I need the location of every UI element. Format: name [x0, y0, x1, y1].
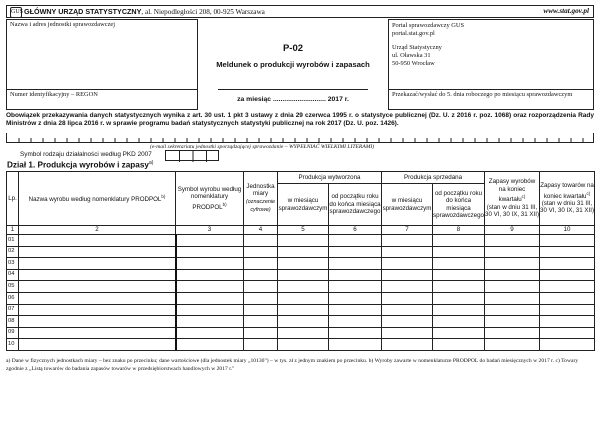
- header-stock-products-text: Zapasy wyrobów na koniec kwartału: [488, 178, 536, 204]
- table-cell-input[interactable]: [540, 258, 595, 270]
- office-title: [24, 6, 265, 18]
- section-title-note: a): [148, 160, 154, 166]
- table-cell-input[interactable]: [278, 327, 329, 339]
- table-cell-input[interactable]: [540, 292, 595, 304]
- office-address: , al. Niepodległości 208, 00-925 Warszawa: [141, 8, 265, 16]
- column-number: 7: [382, 226, 433, 235]
- table-cell-input[interactable]: [329, 316, 382, 328]
- table-cell-input[interactable]: [176, 246, 244, 258]
- header-group-sold: Produkcja sprzedana: [382, 172, 485, 184]
- column-number: 10: [540, 226, 595, 235]
- recipient-box: [388, 19, 594, 90]
- table-cell-input[interactable]: [244, 246, 278, 258]
- table-cell-input[interactable]: [329, 235, 382, 247]
- column-number: 5: [278, 226, 329, 235]
- table-cell-input[interactable]: [540, 269, 595, 281]
- table-cell-input[interactable]: [278, 304, 329, 316]
- website-link[interactable]: www.stat.gov.pl: [543, 7, 589, 15]
- column-number: 1: [7, 226, 19, 235]
- email-char-ticks: [7, 133, 595, 143]
- table-cell-input[interactable]: [329, 292, 382, 304]
- row-number: 03: [7, 258, 19, 270]
- table-cell-input[interactable]: [382, 258, 433, 270]
- table-cell-input[interactable]: [382, 304, 433, 316]
- section-title-text: Dział 1. Produkcja wyrobów i zapasy: [7, 160, 149, 170]
- table-cell-input[interactable]: [382, 339, 433, 351]
- table-row: [7, 304, 595, 316]
- header-stock-products: [485, 172, 540, 226]
- table-cell-input[interactable]: [329, 258, 382, 270]
- header-stock-products-sub: (stan w dniu 31 III, 30 VI, 30 IX, 31 XII): [485, 203, 540, 219]
- table-cell-input[interactable]: [176, 235, 244, 247]
- table-cell-input[interactable]: [244, 327, 278, 339]
- table-cell-input[interactable]: [329, 281, 382, 293]
- table-cell-input[interactable]: [19, 258, 176, 270]
- header-group-produced: Produkcja wytworzona: [278, 172, 382, 184]
- table-cell-input[interactable]: [176, 327, 244, 339]
- portal-name: Portal sprawozdawczy GUS: [392, 22, 465, 29]
- pkd-cell-dividers: [166, 151, 220, 162]
- table-cell-input[interactable]: [244, 292, 278, 304]
- table-cell-input[interactable]: [244, 258, 278, 270]
- row-number: 02: [7, 246, 19, 258]
- table-cell-input[interactable]: [382, 316, 433, 328]
- table-cell-input[interactable]: [244, 316, 278, 328]
- table-cell-input[interactable]: [485, 281, 540, 293]
- table-cell-input[interactable]: [176, 304, 244, 316]
- table-cell-input[interactable]: [540, 235, 595, 247]
- header-stock-goods-text: Zapasy towarów na koniec kwartału: [540, 182, 594, 200]
- header-produced-ytd: od początku roku do końca miesiąca sprawozdawczego: [329, 184, 382, 226]
- table-cell-input[interactable]: [19, 292, 176, 304]
- table-cell-input[interactable]: [433, 235, 485, 247]
- header-sold-month: w miesiącu sprawozdawczym: [382, 184, 433, 226]
- table-cell-input[interactable]: [433, 246, 485, 258]
- production-table: [6, 171, 595, 351]
- row-number: 05: [7, 281, 19, 293]
- table-cell-input[interactable]: [329, 304, 382, 316]
- table-cell-input[interactable]: [278, 339, 329, 351]
- table-cell-input[interactable]: [19, 316, 176, 328]
- table-cell-input[interactable]: [382, 246, 433, 258]
- table-cell-input[interactable]: [382, 281, 433, 293]
- header-lp: Lp.: [7, 172, 19, 226]
- table-row: [7, 269, 595, 281]
- table-row: [7, 235, 595, 247]
- table-cell-input[interactable]: [19, 304, 176, 316]
- table-cell-input[interactable]: [278, 246, 329, 258]
- table-cell-input[interactable]: [540, 316, 595, 328]
- table-cell-input[interactable]: [176, 339, 244, 351]
- row-number: 08: [7, 316, 19, 328]
- table-body: [7, 235, 595, 351]
- respondent-name-box[interactable]: [6, 19, 198, 90]
- table-cell-input[interactable]: [19, 281, 176, 293]
- table-cell-input[interactable]: [485, 246, 540, 258]
- table-cell-input[interactable]: [540, 339, 595, 351]
- table-cell-input[interactable]: [433, 339, 485, 351]
- column-number: 6: [329, 226, 382, 235]
- pkd-label: Symbol rodzaju działalności według PKD 2007: [20, 151, 152, 158]
- column-number: 2: [19, 226, 176, 235]
- table-cell-input[interactable]: [382, 327, 433, 339]
- header-product-symbol-text: Symbol wyrobu według nomenklatury PRODPOL: [177, 185, 242, 211]
- table-cell-input[interactable]: [433, 292, 485, 304]
- table-cell-input[interactable]: [19, 246, 176, 258]
- header-product-name-text: Nazwa wyrobu według nomenklatury PRODPOL: [28, 196, 162, 204]
- table-row: [7, 292, 595, 304]
- respondent-name-label: Nazwa i adres jednostki sprawozdawczej: [10, 21, 116, 28]
- header-product-symbol: [176, 172, 244, 226]
- portal-url[interactable]: portal.stat.gov.pl: [392, 30, 435, 37]
- office-line-1: Urząd Statystyczny: [392, 44, 442, 51]
- table-cell-input[interactable]: [19, 339, 176, 351]
- table-cell-input[interactable]: [382, 292, 433, 304]
- table-cell-input[interactable]: [278, 281, 329, 293]
- office-line-3: 50-950 Wrocław: [392, 60, 435, 67]
- form-title: Meldunek o produkcji wyrobów i zapasach: [216, 60, 370, 69]
- regon-box[interactable]: [6, 89, 198, 110]
- table-cell-input[interactable]: [244, 281, 278, 293]
- table-row: [7, 258, 595, 270]
- table-cell-input[interactable]: [433, 269, 485, 281]
- form-code: P-02: [282, 43, 304, 54]
- header-stock-goods-note: c): [586, 190, 591, 196]
- table-cell-input[interactable]: [382, 235, 433, 247]
- table-cell-input[interactable]: [176, 292, 244, 304]
- header-stock-goods-sub: (stan w dniu 31 III, 30 VI, 30 IX, 31 XII): [540, 200, 595, 215]
- table-cell-input[interactable]: [433, 258, 485, 270]
- email-note: (e-mail sekretariatu jednostki sporządzającej sprawozdanie – WYPEŁNIAĆ WIELKIMI LITERAMI): [150, 144, 375, 150]
- row-number: 06: [7, 292, 19, 304]
- row-number: 04: [7, 269, 19, 281]
- table-cell-input[interactable]: [540, 246, 595, 258]
- table-row: [7, 246, 595, 258]
- table-cell-input[interactable]: [19, 269, 176, 281]
- table-cell-input[interactable]: [485, 235, 540, 247]
- table-cell-input[interactable]: [244, 304, 278, 316]
- table-cell-input[interactable]: [485, 292, 540, 304]
- form-title-block: [198, 19, 388, 110]
- header-product-name: [19, 172, 176, 226]
- table-cell-input[interactable]: [485, 269, 540, 281]
- header-unit-text: Jednostka miary: [246, 182, 275, 198]
- table-cell-input[interactable]: [485, 316, 540, 328]
- header-stock-goods: [540, 172, 595, 226]
- table-cell-input[interactable]: [485, 304, 540, 316]
- row-number: 01: [7, 235, 19, 247]
- gus-logo-icon: GUS: [10, 7, 22, 18]
- header-product-name-note: b): [161, 194, 166, 200]
- office-line-2: ul. Oławska 31: [392, 52, 431, 59]
- table-cell-input[interactable]: [19, 327, 176, 339]
- table-row: [7, 281, 595, 293]
- table-cell-input[interactable]: [540, 281, 595, 293]
- table-cell-input[interactable]: [244, 339, 278, 351]
- pkd-input[interactable]: [165, 150, 219, 161]
- table-cell-input[interactable]: [278, 292, 329, 304]
- footnotes: a) Dane w fizycznych jednostkach miary – bez znaku po przecinku; dane wartościowe (dla jednostek miary „10130") – w tys. zł z jednym znakiem po przecinku. b) Wyroby zawarte w nomenklaturze PRODPOL do badań miesięcznych w 2017 r. c) Towary zgodnie z „Listą towarów do badania zapasów towarów w przedsiębiorstwach handlowych w 2017 r.": [6, 358, 579, 372]
- legal-basis-text: Obowiązek przekazywania danych statystycznych wynika z art. 30 ust. 1 pkt 3 ustawy z dnia 29 czerwca 1995 r. o statystyce publicznej (Dz. U. z 2016 r. poz. 1068) oraz rozporządzenia Rady Ministrów z dnia 28 lipca 2016 r. w sprawie programu badań statystycznych statystyki publicznej na rok 2017 (Dz. U. poz. 1426).: [6, 112, 594, 128]
- table-cell-input[interactable]: [485, 327, 540, 339]
- table-cell-input[interactable]: [244, 269, 278, 281]
- section-title: [7, 160, 153, 170]
- table-cell-input[interactable]: [176, 281, 244, 293]
- table-cell-input[interactable]: [329, 327, 382, 339]
- table-row: [7, 316, 595, 328]
- office-name: GŁÓWNY URZĄD STATYSTYCZNY: [24, 7, 142, 16]
- email-input[interactable]: [6, 133, 594, 143]
- period-divider: [218, 89, 368, 90]
- table-cell-input[interactable]: [176, 269, 244, 281]
- header-bar: [6, 5, 594, 18]
- table-cell-input[interactable]: [433, 281, 485, 293]
- header-sold-ytd: od początku roku do końca miesiąca sprawozdawczego: [433, 184, 485, 226]
- period-field[interactable]: za miesiąc ............................ 2017 r.: [237, 96, 349, 103]
- table-cell-input[interactable]: [433, 316, 485, 328]
- table-cell-input[interactable]: [176, 316, 244, 328]
- header-unit: [244, 172, 278, 226]
- row-number: 07: [7, 304, 19, 316]
- row-number: 09: [7, 327, 19, 339]
- table-row: [7, 327, 595, 339]
- table-cell-input[interactable]: [176, 258, 244, 270]
- table-cell-input[interactable]: [278, 258, 329, 270]
- table-cell-input[interactable]: [433, 304, 485, 316]
- deadline-box: Przekazać/wysłać do 5. dnia roboczego po miesiącu sprawozdawczym: [388, 89, 594, 110]
- regon-label: Numer identyfikacyjny – REGON: [10, 91, 98, 98]
- table-cell-input[interactable]: [382, 269, 433, 281]
- table-cell-input[interactable]: [485, 339, 540, 351]
- table-cell-input[interactable]: [329, 269, 382, 281]
- column-number: 8: [433, 226, 485, 235]
- column-number: 3: [176, 226, 244, 235]
- column-number: 4: [244, 226, 278, 235]
- column-number-row: [7, 226, 595, 235]
- table-row: [7, 339, 595, 351]
- header-unit-sub: (oznaczenie cyfrowe): [245, 198, 276, 213]
- row-number: 10: [7, 339, 19, 351]
- table-cell-input[interactable]: [433, 327, 485, 339]
- table-cell-input[interactable]: [329, 339, 382, 351]
- table-cell-input[interactable]: [540, 327, 595, 339]
- table-cell-input[interactable]: [540, 304, 595, 316]
- table-cell-input[interactable]: [278, 269, 329, 281]
- header-stock-products-note: c): [521, 194, 526, 200]
- header-product-symbol-note: b): [222, 201, 227, 207]
- table-cell-input[interactable]: [244, 235, 278, 247]
- header-produced-month: w miesiącu sprawozdawczym: [278, 184, 329, 226]
- column-number: 9: [485, 226, 540, 235]
- table-cell-input[interactable]: [278, 316, 329, 328]
- table-cell-input[interactable]: [278, 235, 329, 247]
- table-cell-input[interactable]: [485, 258, 540, 270]
- table-cell-input[interactable]: [19, 235, 176, 247]
- table-cell-input[interactable]: [329, 246, 382, 258]
